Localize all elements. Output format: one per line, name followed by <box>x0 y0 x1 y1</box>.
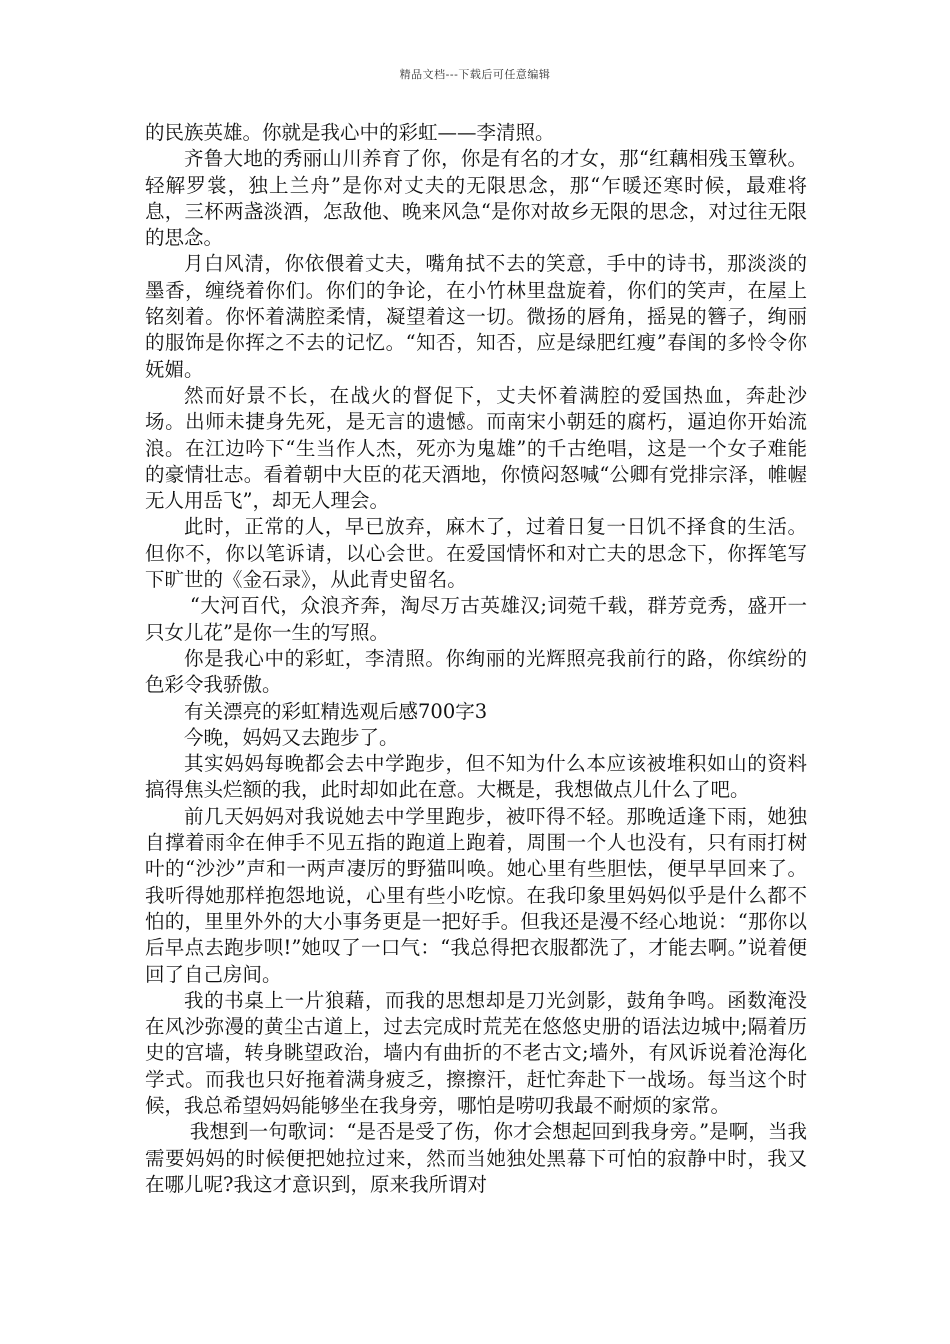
paragraph: 月白风清，你依偎着丈夫，嘴角拭不去的笑意，手中的诗书，那淡淡的墨香，缠绕着你们。你们的争论，在小竹林里盘旋着，你们的笑声，在屋上铭刻着。你怀着满腔柔情，凝望着这一切。微扬的唇角，摇晃的簪子，绚丽的服饰是你挥之不去的记忆。“知否，知否，应是绿肥红瘦”春闺的多怜令你妩媚。 <box>145 252 807 381</box>
paragraph: 此时，正常的人，早已放弃，麻木了，过着日复一日饥不择食的生活。但你不，你以笔诉请，以心会世。在爱国情怀和对亡夫的思念下，你挥笔写下旷世的《金石录》，从此青史留名。 <box>145 515 807 592</box>
paragraph: 前几天妈妈对我说她去中学里跑步，被吓得不轻。那晚适逢下雨，她独自撑着雨伞在伸手不见五指的跑道上跑着，周围一个人也没有，只有雨打树叶的“沙沙”声和一两声凄厉的野猫叫唤。她心里有些胆怯，便早早回来了。我听得她那样抱怨地说，心里有些小吃惊。在我印象里妈妈似乎是什么都不怕的，里里外外的大小事务更是一把好手。但我还是漫不经心地说：“那你以后早点去跑步呗!”她叹了一口气：“我总得把衣服都洗了，才能去啊。”说着便回了自己房间。 <box>145 804 807 986</box>
section-title: 有关漂亮的彩虹精选观后感700字3 <box>184 699 488 723</box>
paragraph: 今晚，妈妈又去跑步了。 <box>184 725 399 749</box>
paragraph: “大河百代，众浪齐奔，淘尽万古英雄汉;词菀千载，群芳竞秀，盛开一只女儿花”是你一生的写照。 <box>145 594 807 644</box>
paragraph: 你是我心中的彩虹，李清照。你绚丽的光辉照亮我前行的路，你缤纷的色彩令我骄傲。 <box>145 646 807 697</box>
paragraph: 我的书桌上一片狼藉，而我的思想却是刀光剑影，鼓角争鸣。函数淹没在风沙弥漫的黄尘古道上，过去完成时荒芜在悠悠史册的语法边城中;隔着历史的宫墙，转身眺望政治，墙内有曲折的不老古文;墙外，有风诉说着沧海化学式。而我也只好拖着满身疲乏，擦擦汗，赶忙奔赴下一战场。每当这个时候，我总希望妈妈能够坐在我身旁，哪怕是唠叨我最不耐烦的家常。 <box>145 988 807 1117</box>
page-header: 精品文档---下载后可任意编辑 <box>399 68 551 81</box>
paragraph: 然而好景不长，在战火的督促下，丈夫怀着满腔的爱国热血，奔赴沙场。出师未捷身先死，是无言的遗憾。而南宋小朝廷的腐朽，逼迫你开始流浪。在江边吟下“生当作人杰，死亦为鬼雄”的千古绝唱，这是一个女子难能的豪情壮志。看着朝中大臣的花天酒地，你愤闷怒喊“公卿有党排宗泽，帷幄无人用岳飞”，却无人理会。 <box>145 383 807 513</box>
document-body <box>145 120 807 1198</box>
paragraph: 齐鲁大地的秀丽山川养育了你，你是有名的才女，那“红藕相残玉簟秋。轻解罗裳，独上兰舟”是你对丈夫的无限思念，那“乍暖还寒时候，最难将息，三杯两盏淡酒，怎敌他、晚来风急“是你对故乡无限的思念，对过往无限的思念。 <box>145 147 807 250</box>
paragraph: 的民族英雄。你就是我心中的彩虹——李清照。 <box>145 121 555 144</box>
paragraph: 其实妈妈每晚都会去中学跑步，但不知为什么本应该被堆积如山的资料搞得焦头烂额的我，此时却如此在意。大概是，我想做点儿什么了吧。 <box>145 752 807 802</box>
paragraph: 我想到一句歌词：“是否是受了伤，你才会想起回到我身旁。”是啊，当我需要妈妈的时候便把她拉过来，然而当她独处黑幕下可怕的寂静中时，我又在哪儿呢?我这才意识到，原来我所谓对 <box>145 1120 807 1196</box>
